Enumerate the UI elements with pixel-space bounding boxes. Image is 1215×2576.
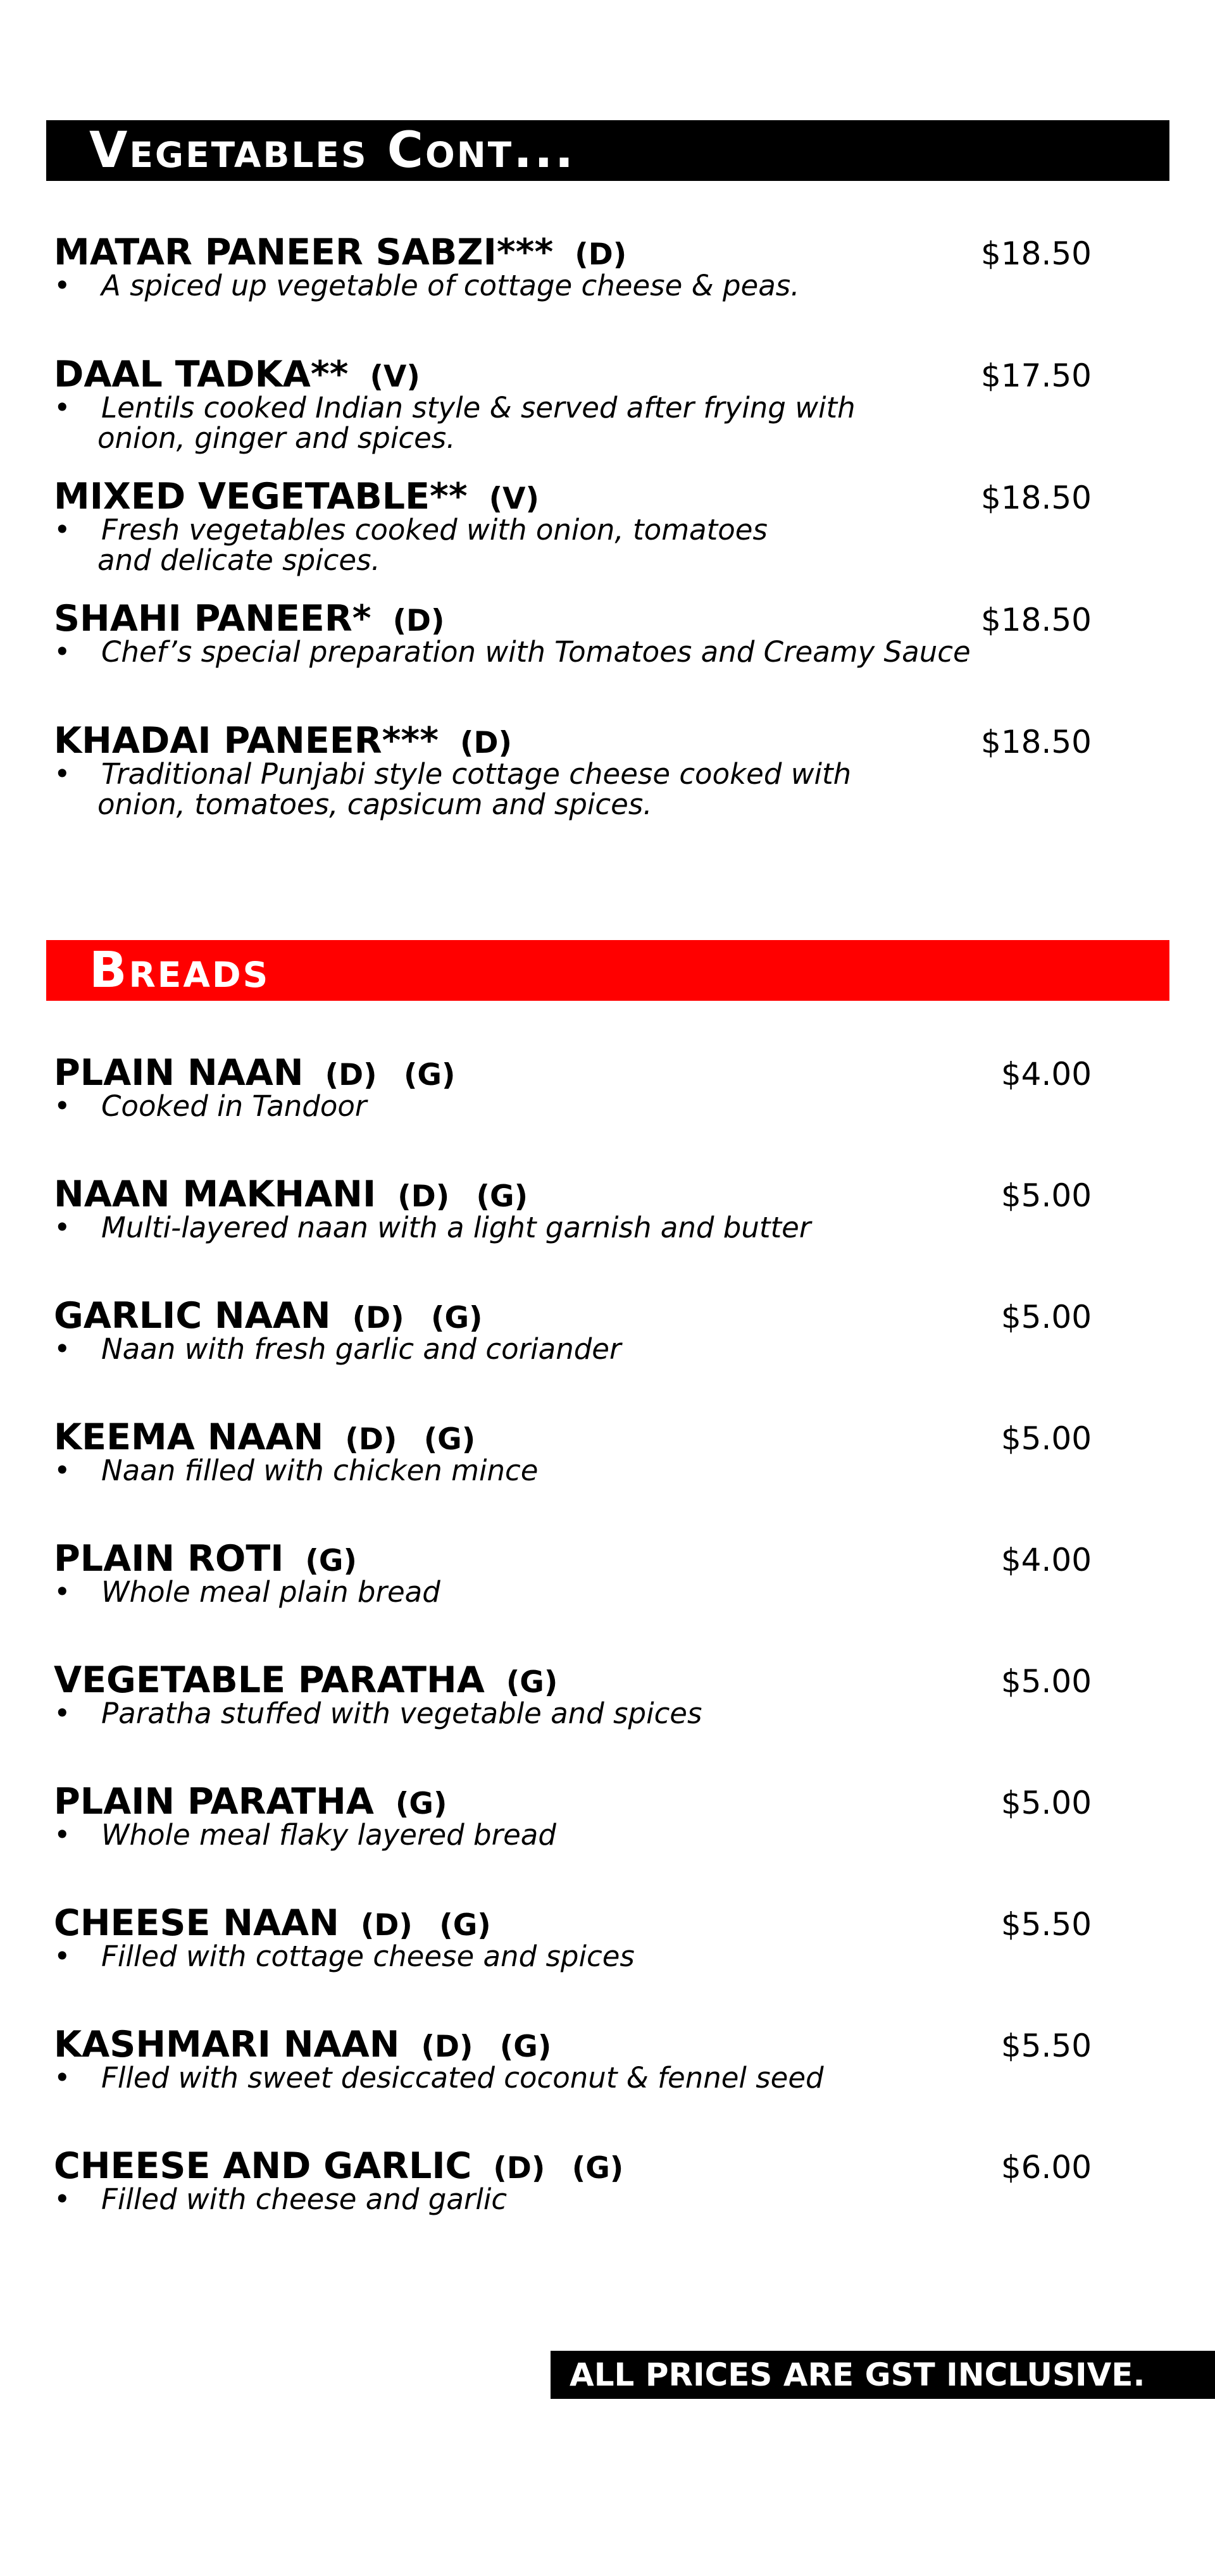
- menu-item-description-line: Naan with fresh garlic and coriander: [101, 1332, 621, 1366]
- menu-item-name: VEGETABLE PARATHA: [54, 1659, 485, 1701]
- menu-item-name: KEEMA NAAN: [54, 1416, 324, 1458]
- menu-item: [54, 1781, 1092, 1850]
- menu-item: [54, 598, 1092, 667]
- menu-item: [54, 232, 1092, 301]
- menu-item: [54, 720, 1092, 820]
- menu-item-description: [54, 759, 1031, 820]
- menu-item: [54, 1052, 1092, 1122]
- bullet-icon: •: [54, 635, 71, 669]
- menu-item-dietary-tags: (D) (G): [493, 2151, 624, 2186]
- menu-item-price: $4.00: [1000, 1542, 1092, 1578]
- gst-notice-text: ALL PRICES ARE GST INCLUSIVE.: [570, 2356, 1145, 2393]
- menu-item: [54, 2024, 1092, 2093]
- menu-item: [54, 1295, 1092, 1365]
- menu-item-dietary-tags: (G): [506, 1665, 558, 1700]
- vegetables-section-title: Vegetables Cont...: [89, 122, 576, 179]
- menu-item-price: $5.50: [1000, 1906, 1092, 1943]
- breads-section-banner: [46, 940, 1169, 1001]
- menu-item-description-line: A spiced up vegetable of cottage cheese & peas.: [101, 269, 800, 302]
- menu-item-description: [54, 1091, 1031, 1122]
- menu-item-name: GARLIC NAAN: [54, 1295, 331, 1337]
- menu-item-price: $5.00: [1000, 1420, 1092, 1457]
- menu-item-price: $18.50: [981, 602, 1092, 638]
- menu-item-description: [54, 1820, 1031, 1850]
- bullet-icon: •: [54, 269, 71, 302]
- bullet-icon: •: [54, 2061, 71, 2095]
- bullet-icon: •: [54, 1818, 71, 1852]
- menu-item-description-line: Lentils cooked Indian style & served after frying with: [101, 391, 856, 424]
- menu-item-price: $5.00: [1000, 1663, 1092, 1700]
- bullet-icon: •: [54, 1454, 71, 1487]
- menu-item-description-line: onion, tomatoes, capsicum and spices.: [97, 788, 652, 821]
- menu-item-description: [54, 1699, 1031, 1729]
- menu-item: [54, 476, 1092, 576]
- menu-item-description: [54, 2184, 1031, 2215]
- bullet-icon: •: [54, 1697, 71, 1730]
- bullet-icon: •: [54, 757, 71, 791]
- menu-item-price: $18.50: [981, 724, 1092, 760]
- menu-item-dietary-tags: (D): [575, 237, 627, 272]
- menu-item: [54, 354, 1092, 454]
- menu-item-name: CHEESE AND GARLIC: [54, 2145, 472, 2187]
- bullet-icon: •: [54, 513, 71, 547]
- menu-item: [54, 1416, 1092, 1486]
- bullet-icon: •: [54, 1332, 71, 1366]
- menu-item-name: DAAL TADKA**: [54, 354, 349, 395]
- bullet-icon: •: [54, 1211, 71, 1244]
- menu-item-price: $18.50: [981, 235, 1092, 272]
- menu-item-name: SHAHI PANEER*: [54, 598, 371, 640]
- menu-item-dietary-tags: (D) (G): [360, 1908, 491, 1943]
- menu-item-dietary-tags: (G): [305, 1544, 357, 1578]
- menu-item: [54, 1659, 1092, 1729]
- menu-item-description-line: Chef’s special preparation with Tomatoes and Creamy Sauce: [101, 635, 971, 669]
- menu-item-description: [54, 393, 1031, 454]
- menu-item-name: PLAIN ROTI: [54, 1538, 284, 1580]
- bullet-icon: •: [54, 1089, 71, 1123]
- menu-item-description: [54, 271, 1031, 301]
- menu-item-price: $5.00: [1000, 1299, 1092, 1335]
- menu-item-description-line: Naan filled with chicken mince: [101, 1454, 539, 1487]
- menu-item-dietary-tags: (D): [460, 726, 513, 760]
- menu-item-price: $18.50: [981, 480, 1092, 516]
- menu-item: [54, 1902, 1092, 1972]
- breads-section-title: Breads: [89, 942, 270, 999]
- menu-item-description-line: Whole meal plain bread: [101, 1575, 440, 1609]
- menu-item: [54, 2145, 1092, 2215]
- menu-item-price: $4.00: [1000, 1056, 1092, 1093]
- menu-item-dietary-tags: (D) (G): [421, 2029, 552, 2064]
- bullet-icon: •: [54, 1575, 71, 1609]
- menu-item-description-line: Cooked in Tandoor: [101, 1089, 367, 1123]
- menu-item-description-line: Whole meal flaky layered bread: [101, 1818, 556, 1852]
- menu-item-name: NAAN MAKHANI: [54, 1173, 377, 1215]
- menu-item-dietary-tags: (G): [395, 1786, 447, 1821]
- menu-item-description: [54, 1334, 1031, 1365]
- menu-item-description: [54, 1213, 1031, 1243]
- menu-item-description-line: Traditional Punjabi style cottage cheese cooked with: [101, 757, 852, 791]
- menu-item-description-line: and delicate spices.: [97, 543, 380, 577]
- menu-item-description-line: Filled with cheese and garlic: [101, 2183, 508, 2216]
- bullet-icon: •: [54, 391, 71, 424]
- menu-item-description-line: onion, ginger and spices.: [97, 421, 456, 455]
- menu-item: [54, 1173, 1092, 1243]
- menu-item-description: [54, 2063, 1031, 2093]
- bullet-icon: •: [54, 1940, 71, 1973]
- menu-item-dietary-tags: (D) (G): [345, 1422, 476, 1457]
- menu-item-dietary-tags: (D) (G): [352, 1301, 483, 1335]
- menu-item-name: KHADAI PANEER***: [54, 720, 439, 762]
- menu-item-description-line: Fresh vegetables cooked with onion, tomatoes: [101, 513, 768, 547]
- menu-item: [54, 1538, 1092, 1607]
- menu-item-name: CHEESE NAAN: [54, 1902, 339, 1944]
- bullet-icon: •: [54, 2183, 71, 2216]
- menu-item-price: $17.50: [981, 357, 1092, 394]
- menu-item-description-line: Multi-layered naan with a light garnish and butter: [101, 1211, 811, 1244]
- menu-item-price: $5.00: [1000, 1785, 1092, 1821]
- menu-item-name: MIXED VEGETABLE**: [54, 476, 468, 517]
- menu-item-description-line: Flled with sweet desiccated coconut & fennel seed: [101, 2061, 824, 2095]
- menu-item-description: [54, 1941, 1031, 1972]
- menu-item-name: PLAIN PARATHA: [54, 1781, 374, 1823]
- menu-item-description: [54, 637, 1031, 667]
- gst-notice-banner: [551, 2351, 1215, 2399]
- vegetables-section-banner: [46, 120, 1169, 181]
- menu-item-description-line: Filled with cottage cheese and spices: [101, 1940, 635, 1973]
- menu-item-price: $5.00: [1000, 1177, 1092, 1214]
- menu-item-name: MATAR PANEER SABZI***: [54, 232, 554, 273]
- menu-item-name: PLAIN NAAN: [54, 1052, 304, 1094]
- menu-item-description: [54, 1577, 1031, 1607]
- menu-item-dietary-tags: (D) (G): [325, 1058, 456, 1093]
- menu-item-name: KASHMARI NAAN: [54, 2024, 400, 2065]
- menu-item-dietary-tags: (V): [370, 359, 420, 394]
- menu-item-price: $5.50: [1000, 2028, 1092, 2064]
- menu-item-price: $6.00: [1000, 2149, 1092, 2186]
- menu-item-description: [54, 1456, 1031, 1486]
- menu-item-description-line: Paratha stuffed with vegetable and spices: [101, 1697, 702, 1730]
- menu-item-description: [54, 515, 1031, 576]
- menu-item-dietary-tags: (D): [392, 604, 445, 638]
- menu-item-dietary-tags: (D) (G): [397, 1179, 528, 1214]
- menu-item-dietary-tags: (V): [489, 481, 539, 516]
